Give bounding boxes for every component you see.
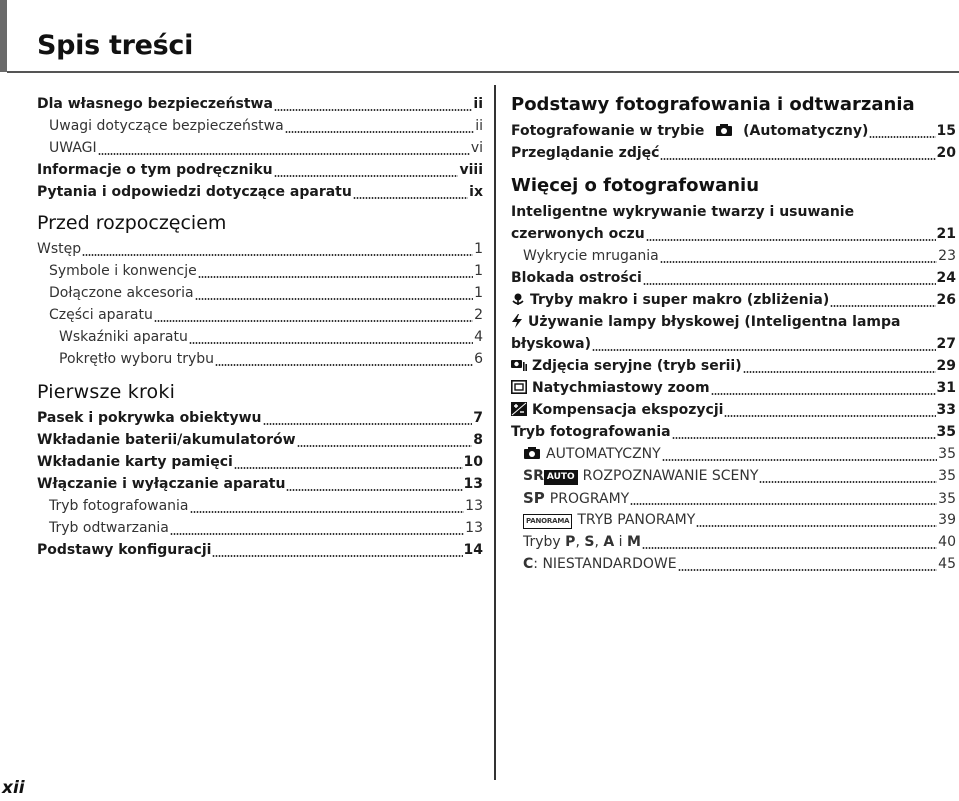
page-title: Spis treści [37, 30, 194, 61]
toc-entry[interactable]: Części aparatu 2 [49, 307, 483, 323]
toc-intro-list [37, 94, 483, 204]
panorama-badge: PANORAMA [523, 514, 572, 529]
camera-auto-icon [715, 123, 733, 137]
toc-entry[interactable]: Zdjęcia seryjne (tryb serii) 29 [511, 356, 956, 378]
toc-left-column [37, 94, 483, 562]
toc-section-list [37, 408, 483, 562]
toc-entry[interactable]: Wskaźniki aparatu 4 [59, 329, 483, 345]
toc-entry[interactable]: Dołączone akcesoria 1 [49, 285, 483, 301]
section-heading-pierwsze-kroki: Pierwsze kroki [37, 381, 176, 403]
toc-entry[interactable]: Kompensacja ekspozycji 33 [511, 400, 956, 422]
toc-entry[interactable]: Dla własnego bezpieczeństwa ii [37, 96, 483, 112]
toc-entry-wrap-line: Inteligentne wykrywanie twarzy i usuwanie [511, 204, 855, 220]
toc-entry[interactable]: Uwagi dotyczące bezpieczeństwa ii [49, 118, 483, 134]
toc-right-column [511, 94, 956, 576]
toc-section-list [37, 239, 483, 371]
toc-entry[interactable]: Pokrętło wyboru trybu 6 [59, 351, 483, 367]
toc-entry[interactable]: Tryby makro i super makro (zbliżenia) 26 [511, 290, 956, 312]
toc-entry[interactable]: Wkładanie karty pamięci 10 [37, 454, 483, 470]
toc-entry[interactable]: Informacje o tym podręczniku viii [37, 162, 483, 178]
toc-entry[interactable]: Pytania i odpowiedzi dotyczące aparatu ix [37, 184, 483, 200]
toc-entry[interactable]: C: NIESTANDARDOWE 45 [523, 556, 956, 572]
toc-entry[interactable]: SR AUTO ROZPOZNAWANIE SCENY 35 [523, 468, 956, 484]
toc-entry[interactable]: PANORAMA TRYB PANORAMY 39 [511, 510, 956, 532]
page-number: xii [2, 778, 25, 798]
toc-entry-wrap-line: Używanie lampy błyskowej (Inteligentna lampa [511, 312, 956, 334]
burst-mode-icon [511, 358, 527, 372]
title-underline [7, 71, 959, 73]
toc-entry[interactable]: Symbole i konwencje 1 [49, 263, 483, 279]
toc-entry[interactable]: Wykrycie mrugania 23 [523, 248, 956, 264]
toc-entry[interactable]: Podstawy konfiguracji 14 [37, 542, 483, 558]
toc-entry[interactable]: Blokada ostrości 24 [511, 270, 956, 286]
toc-entry[interactable]: Tryby P, S, A i M 40 [523, 534, 956, 550]
column-divider [494, 85, 496, 780]
sp-badge: SP [523, 489, 545, 507]
toc-entry[interactable]: AUTOMATYCZNY 35 [511, 444, 956, 466]
camera-auto-icon [523, 446, 541, 460]
toc-entry[interactable]: UWAGI vi [49, 140, 483, 156]
flash-bolt-icon [511, 314, 523, 328]
toc-entry[interactable]: Włączanie i wyłączanie aparatu 13 [37, 476, 483, 492]
toc-entry[interactable]: SP PROGRAMY 35 [523, 489, 956, 507]
section-heading-podstawy-fotografowania: Podstawy fotografowania i odtwarzania [511, 94, 915, 115]
toc-entry[interactable]: Pasek i pokrywka obiektywu 7 [37, 410, 483, 426]
toc-entry[interactable]: Tryb fotografowania 35 [511, 424, 956, 440]
instant-zoom-icon [511, 380, 527, 394]
toc-entry[interactable]: Wkładanie baterii/akumulatorów 8 [37, 432, 483, 448]
toc-entry[interactable]: Tryb odtwarzania 13 [49, 520, 483, 536]
toc-entry[interactable]: czerwonych oczu 21 [511, 226, 956, 242]
section-heading-przed-rozpoczeciem: Przed rozpoczęciem [37, 212, 227, 234]
auto-badge: AUTO [544, 470, 578, 485]
toc-entry[interactable]: Natychmiastowy zoom 31 [511, 378, 956, 400]
toc-entry[interactable]: Fotografowanie w trybie (Automatyczny) 15 [511, 123, 956, 139]
scene-recognition-badge: SR [523, 468, 544, 484]
toc-entry[interactable]: Przeglądanie zdjęć 20 [511, 145, 956, 161]
macro-flower-icon [511, 292, 525, 306]
section-heading-wiecej-o-fotografowaniu: Więcej o fotografowaniu [511, 175, 760, 196]
toc-section-list [511, 202, 956, 576]
toc-section-list [511, 121, 956, 165]
toc-entry[interactable]: Tryb fotografowania 13 [49, 498, 483, 514]
left-rule [0, 0, 7, 72]
toc-entry[interactable]: błyskowa) 27 [511, 336, 956, 352]
exposure-compensation-icon [511, 402, 527, 416]
toc-entry[interactable]: Wstęp 1 [37, 241, 483, 257]
